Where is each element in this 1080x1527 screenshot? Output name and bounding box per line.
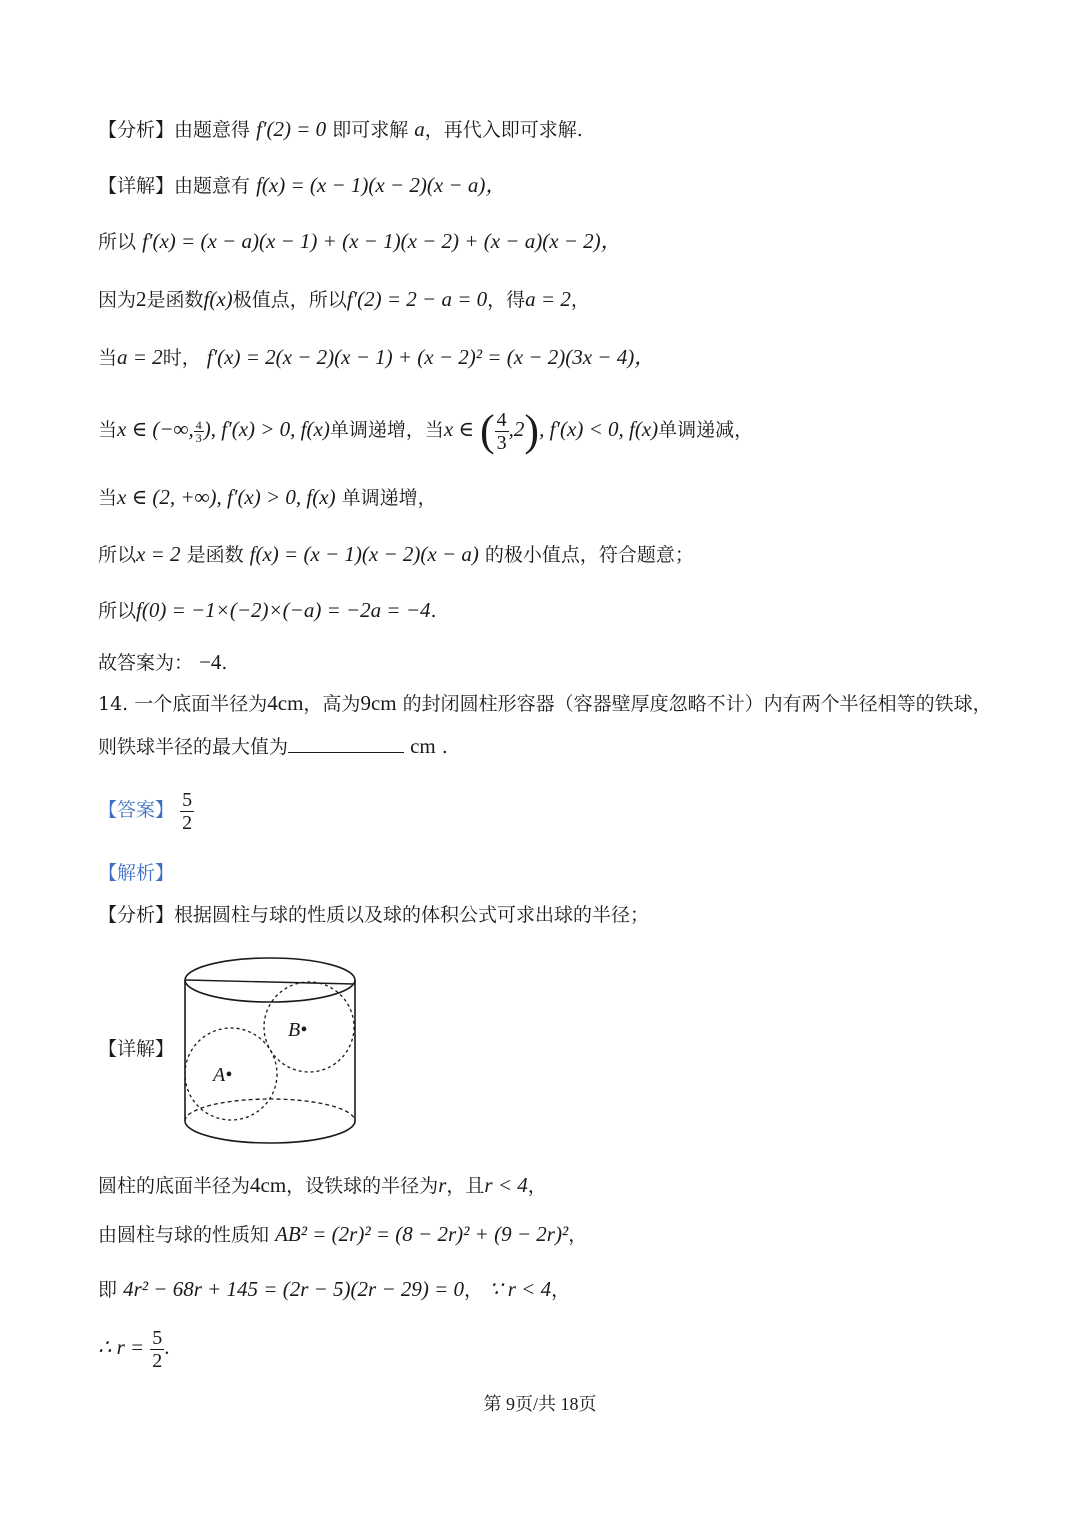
answer-label: 【答案】 [98,799,175,821]
detail-label: 【详解】 [98,175,175,197]
left-paren: ( [480,406,495,455]
fraction-4-3-small: $\frac{4}{3}$ [195,417,202,445]
q14-step2-line: 由圆柱与球的性质知 AB² = (2r)² = (8 − 2r)² + (9 − 2r)²， [98,1222,588,1246]
q14-jiexi-label: 【解析】 [98,862,175,884]
q13-derivative-line: 所以 f′(x) = (x − a)(x − 1) + (x − 1)(x − 2) + (x − a)(x − 2)， [98,229,622,253]
q14-step1-line: 圆柱的底面半径为4cm，设铁球的半径为r，且r < 4， [98,1173,547,1197]
q13-monotonic-line: 当x ∈ (−∞, $\frac{4}{3}$ ), f′(x) > 0, f(x)单调递增，当x ∈ ( $\frac{4}{3}$ ,2), f′(x) < 0, f(x)单调递减， [98,406,754,455]
cylinder-bottom-back [185,1099,355,1121]
q14-stem-line1: 14. 一个底面半径为4cm，高为9cm 的封闭圆柱形容器（容器壁厚度忽略不计）内有两个半径相等的铁球， [98,691,992,715]
cylinder-spheres-figure [178,948,363,1153]
fraction-4-3: $\frac{4}{3}$ [496,408,507,454]
q14-step3-line: 即 4r² − 68r + 145 = (2r − 5)(2r − 29) = 0， ∵ r < 4， [98,1277,571,1301]
page-number: 第 9页/共 18页 [483,1394,597,1414]
q14-answer-line [98,785,194,835]
label-a: A• [213,1064,233,1086]
top-chord [186,980,354,984]
q14-detail-label: 【详解】 [98,1038,175,1060]
result-fraction: $\frac{5}{2}$ [152,1326,163,1372]
q14-stem-line2: 则铁球半径的最大值为 cm . [98,730,448,762]
label-b: B• [288,1019,308,1041]
q13-f0-line: 所以f(0) = −1×(−2)×(−a) = −2a = −4. [98,598,437,622]
q13-extremum-line: 因为2是函数f(x)极值点，所以f′(2) = 2 − a = 0，得a = 2， [98,287,590,311]
right-paren: ) [524,406,540,455]
cylinder-bottom-front [185,1121,355,1143]
q14-step4-line: ∴ r = $\frac{5}{2}$ . [98,1326,170,1372]
q13-answer-line: 故答案为： −4. [98,650,228,674]
q13-analysis-line: 【分析】由题意得 f′(2) = 0 即可求解 a，再代入即可求解. [98,117,583,141]
q13-a-equals-2-line: 当a = 2时， f′(x) = 2(x − 2)(x − 1) + (x − 2)² = (x − 2)(3x − 4)， [98,345,656,369]
q13-increasing-line: 当x ∈ (2, +∞), f′(x) > 0, f(x) 单调递增， [98,485,437,509]
q14-analysis-line: 【分析】根据圆柱与球的性质以及球的体积公式可求出球的半径； [98,904,650,926]
q13-detail-line: 【详解】由题意有 f(x) = (x − 1)(x − 2)(x − a)， [98,173,507,197]
sphere-b [264,982,354,1072]
answer-blank [288,730,404,753]
q13-min-point-line: 所以x = 2 是函数 f(x) = (x − 1)(x − 2)(x − a) 的极小值点，符合题意； [98,542,694,566]
analysis-label: 【分析】 [98,119,175,141]
analysis-label: 【分析】 [98,904,175,926]
answer-fraction: $\frac{5}{2}$ [182,788,193,834]
